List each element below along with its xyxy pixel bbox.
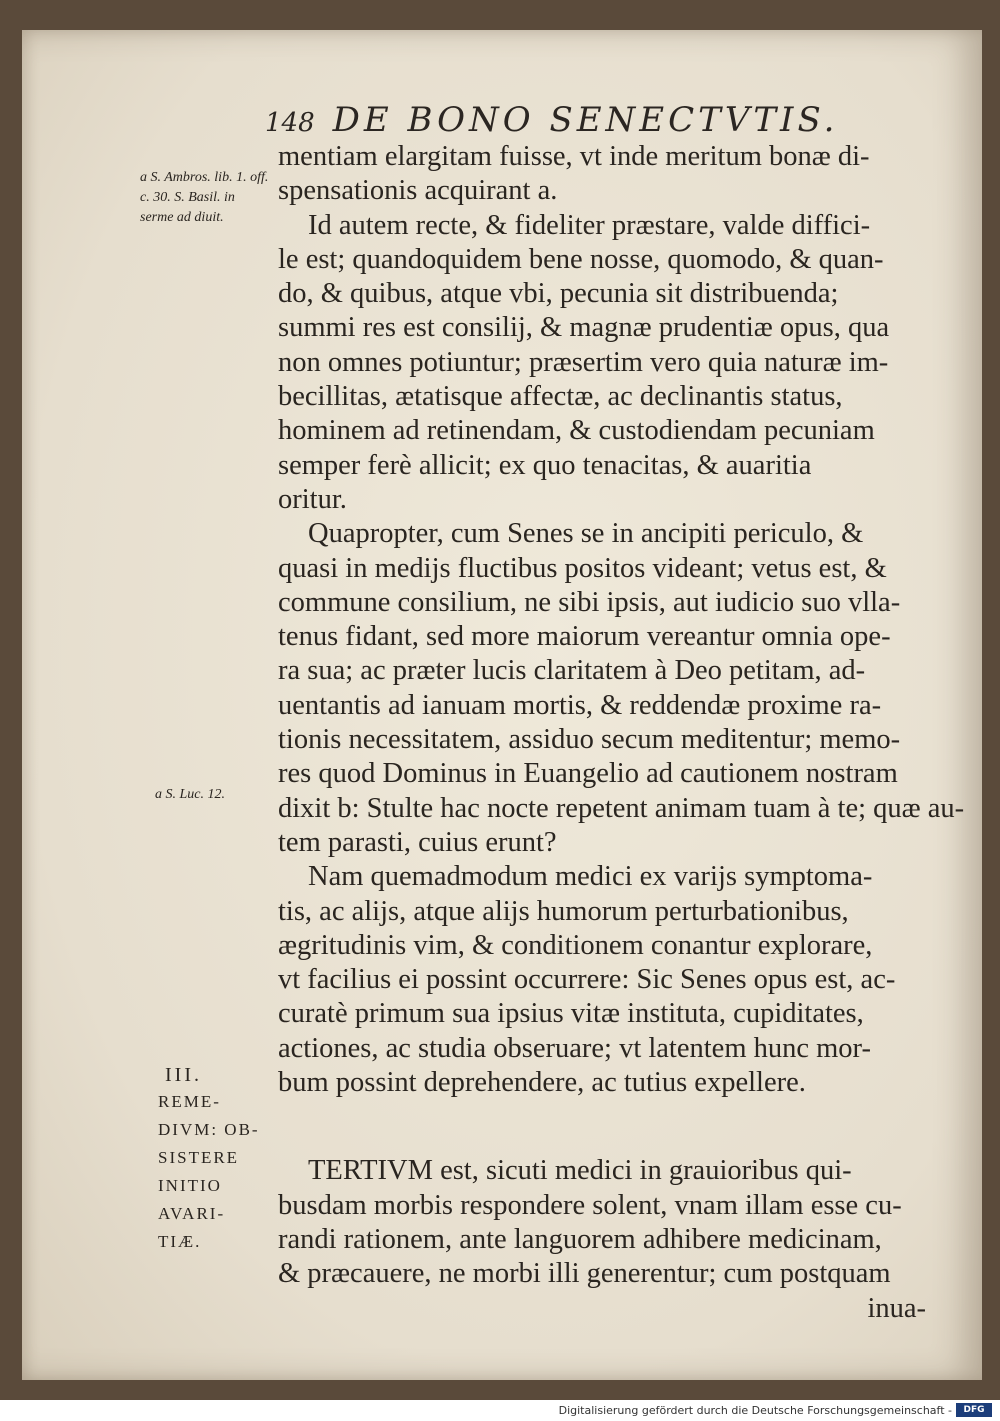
footer-text: Digitalisierung gefördert durch die Deutsche Forschungsgemeinschaft - <box>558 1404 952 1417</box>
text-line: Id autem recte, & fideliter præstare, valde diffici- <box>308 209 871 241</box>
text-line: becillitas, ætatisque affectæ, ac declinantis status, <box>278 381 843 413</box>
text-line: & præcauere, ne morbi illi generentur; cum postquam <box>278 1258 891 1290</box>
text-line: res quod Dominus in Euangelio ad cautionem nostram <box>278 758 898 790</box>
margin-section-title <box>158 1088 288 1256</box>
text-line: TERTIVM est, sicuti medici in grauioribus qui- <box>308 1155 852 1187</box>
text-line: tenus fidant, sed more maiorum vereantur omnia ope- <box>278 621 891 653</box>
text-line: quasi in medijs fluctibus positos videant; vetus est, & <box>278 552 887 584</box>
footer <box>0 1400 1000 1421</box>
text-line: Nam quemadmodum medici ex varijs symptoma- <box>308 861 873 893</box>
text-line: tionis necessitatem, assiduo secum meditentur; memo- <box>278 724 901 756</box>
text-line: commune consilium, ne sibi ipsis, aut iudicio suo vlla- <box>278 586 901 618</box>
margin-caps-line: SISTERE <box>158 1148 240 1167</box>
text-line: spensationis acquirant a. <box>278 175 558 207</box>
text-line: Quapropter, cum Senes se in ancipiti periculo, & <box>308 518 864 550</box>
text-line: vt facilius ei possint occurrere: Sic Senes opus est, ac- <box>278 964 896 996</box>
text-line: summi res est consilij, & magnæ prudentiæ opus, qua <box>278 312 890 344</box>
text-line: uentantis ad ianuam mortis, & reddendæ proxime ra- <box>278 689 882 721</box>
text-line: semper ferè allicit; ex quo tenacitas, & auaritia <box>278 449 812 481</box>
text-line: tis, ac alijs, atque alijs humorum perturbationibus, <box>278 895 849 927</box>
text-line: busdam morbis respondere solent, vnam illam esse cu- <box>278 1189 902 1221</box>
text-line: tem parasti, cuius erunt? <box>278 826 557 858</box>
margin-caps-line: DIVM: OB- <box>158 1120 260 1139</box>
text-line: bum possint deprehendere, ac tutius expellere. <box>278 1067 806 1099</box>
text-line: curatè primum sua ipsius vitæ instituta, cupiditates, <box>278 998 864 1030</box>
text-line: dixit b: Stulte hac nocte repetent animam tuam à te; quæ au- <box>278 792 965 824</box>
margin-caps-line: REME- <box>158 1092 221 1111</box>
text-line: actiones, ac studia obseruare; vt latentem hunc mor- <box>278 1032 871 1064</box>
text-line: randi rationem, ante languorem adhibere medicinam, <box>278 1223 882 1255</box>
text-line: hominem ad retinendam, & custodiendam pecuniam <box>278 415 875 447</box>
page-number: 148 <box>265 108 315 138</box>
margin-note-luke: a S. Luc. 12. <box>155 787 225 802</box>
margin-caps-line: AVARI- <box>158 1204 226 1223</box>
dfg-logo-icon: DFG <box>956 1403 992 1417</box>
text-line: inua- <box>867 1292 926 1324</box>
margin-caps-line: TIÆ. <box>158 1232 202 1251</box>
text-line: oritur. <box>278 483 347 515</box>
text-line: ra sua; ac præter lucis claritatem à Deo petitam, ad- <box>278 655 866 687</box>
running-title: DE BONO SENECTVTIS. <box>332 100 839 140</box>
text-line: ægritudinis vim, & conditionem conantur explorare, <box>278 929 873 961</box>
margin-note-ambrose: a S. Ambros. lib. 1. off. c. 30. S. Basil. in serme ad diuit. <box>140 170 269 225</box>
page-header <box>265 100 945 140</box>
body-text <box>278 140 965 1326</box>
margin-caps-line: INITIO <box>158 1176 222 1195</box>
margin-section-number: III. <box>165 1064 202 1086</box>
text-line: non omnes potiuntur; præsertim vero quia naturæ im- <box>278 346 889 378</box>
text-line: mentiam elargitam fuisse, vt inde meritum bonæ di- <box>278 141 870 172</box>
text-line: do, & quibus, atque vbi, pecunia sit distribuenda; <box>278 278 839 310</box>
text-line: le est; quandoquidem bene nosse, quomodo, & quan- <box>278 243 884 275</box>
